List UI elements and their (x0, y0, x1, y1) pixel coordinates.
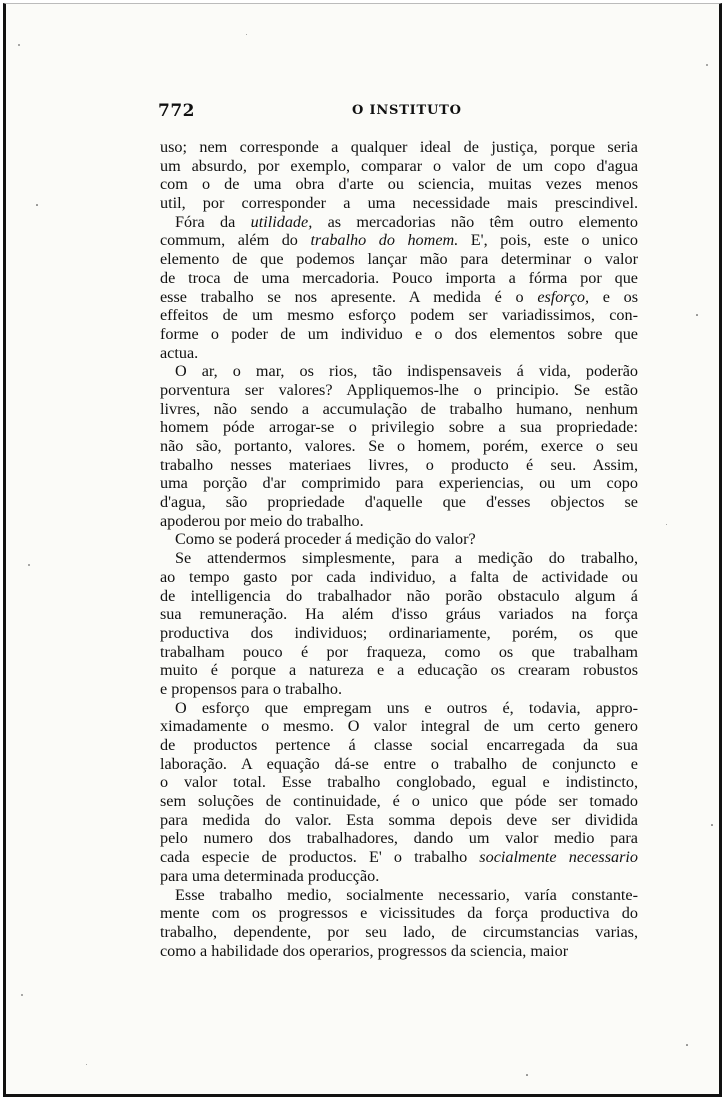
text-line: ximadamente o mesmo. O valor integral de um certo genero (160, 717, 638, 736)
scan-speck (526, 1074, 528, 1076)
text-line: muito é porque a natureza e a educação os crearam robustos (160, 661, 638, 680)
text-segment: e os (589, 287, 639, 306)
scan-speck (246, 34, 247, 35)
text-line: Como se poderá proceder á medição do valor? (175, 530, 476, 549)
scan-speck (36, 204, 38, 206)
text-line: de intelligencia do trabalhador não porão obstaculo algum á (160, 586, 638, 605)
text-line (160, 288, 638, 307)
italic-term: trabalho do homem. (310, 231, 459, 250)
text-line: homem póde arrogar-se o privilegio sobre a sua propriedade: (160, 418, 638, 437)
text-line: e propensos para o trabalho. (160, 679, 343, 698)
text-line: ao tempo gasto por cada individuo, a falta de actividade ou (160, 567, 638, 586)
text-line: productiva dos individuos; ordinariamente, porém, os que (160, 623, 638, 642)
text-line: actua. (160, 343, 199, 362)
text-line: não são, portanto, valores. Se o homem, porém, exerce o seu (160, 437, 638, 455)
scan-speck (666, 524, 667, 525)
text-line: O esforço que empregam uns e outros é, todavia, appro- (175, 698, 638, 717)
running-head (158, 101, 638, 123)
text-line (160, 848, 638, 867)
text-line (160, 231, 638, 250)
text-line: effeitos de um mesmo esforço podem ser variadissimos, con- (160, 306, 638, 325)
body-text (160, 138, 638, 960)
text-line: uso; nem corresponde a qualquer ideal de justiça, porque seria (160, 138, 638, 156)
text-line: trabalho nesses materiaes livres, o producto é seu. Assim, (160, 455, 638, 474)
scan-speck (711, 824, 713, 826)
text-segment: esse trabalho se nos apresente. A medida é o (160, 287, 538, 306)
text-line: forme o poder de um individuo e o dos elementos sobre que (160, 324, 638, 343)
text-segment: as mercadorias não têm outro elemento (312, 212, 639, 231)
text-line: pelo numero dos trabalhadores, dando um valor medio para (160, 829, 638, 848)
text-line: trabalham pouco é por fraqueza, como os que trabalham (160, 642, 638, 661)
text-line: livres, não sendo a accumulação de trabalho humano, nenhum (160, 399, 638, 418)
text-line: d'agua, são propriedade d'aquelle que d'esses objectos se (160, 493, 638, 512)
text-segment: E', pois, este o unico (458, 231, 639, 250)
text-line (160, 213, 638, 232)
scan-speck (18, 44, 20, 46)
text-line: util, por corresponder a uma necessidade mais prescindivel. (160, 194, 638, 213)
text-line: de productos pertence á classe social encarregada da sua (160, 736, 638, 754)
text-segment: commum, além do (160, 231, 311, 250)
text-line: para uma determinada producção. (160, 866, 380, 885)
text-line: laboração. A equação dá-se entre o trabalho de conjuncto e (160, 754, 638, 773)
text-line: mente com os progressos e vicissitudes da força productiva do (160, 904, 638, 923)
scan-speck (706, 64, 708, 66)
text-line: sem soluções de continuidade, é o unico que póde ser tomado (160, 792, 638, 811)
text-line: como a habilidade dos operarios, progressos da sciencia, maior (160, 941, 569, 960)
text-line: um absurdo, por exemplo, comparar o valor de um copo d'agua (160, 156, 638, 175)
text-line: o valor total. Esse trabalho conglobado, egual e indistincto, (160, 773, 638, 792)
scan-speck (21, 994, 23, 996)
text-segment: cada especie de productos. E' o trabalho (160, 848, 480, 867)
scan-speck (86, 1064, 87, 1065)
text-line: de troca de uma mercadoria. Pouco importa a fórma por que (160, 268, 638, 287)
text-line: Se attendermos simplesmente, para a medição do trabalho, (175, 549, 638, 568)
text-line: O ar, o mar, os rios, tão indispensaveis á vida, poderão (175, 362, 638, 381)
text-line: para medida do valor. Esta somma depois deve ser dividida (160, 810, 638, 829)
italic-term: socialmente necessario (479, 848, 638, 867)
italic-term: utilidade, (250, 212, 313, 231)
text-line: Esse trabalho medio, socialmente necessario, varía constante- (175, 885, 638, 904)
text-line: uma porção d'ar comprimido para experiencias, ou um copo (160, 474, 638, 493)
scan-speck (696, 314, 698, 316)
text-line: porventura ser valores? Appliquemos-lhe o principio. Se estão (160, 380, 638, 399)
text-line: com o de uma obra d'arte ou sciencia, muitas vezes menos (160, 175, 638, 194)
text-segment: Fóra da (175, 212, 251, 231)
scan-speck (28, 564, 30, 566)
text-line: trabalho, dependente, por seu lado, de circumstancias varias, (160, 922, 638, 941)
italic-term: esforço, (537, 287, 590, 306)
text-line: elemento de que podemos lançar mão para determinar o valor (160, 250, 638, 269)
journal-title: O INSTITUTO (352, 103, 462, 118)
text-line: sua remuneração. Ha além d'isso gráus variados na força (160, 605, 638, 624)
page-number: 772 (158, 101, 195, 121)
text-line: apoderou por meio do trabalho. (160, 511, 364, 530)
scan-speck (686, 1044, 688, 1046)
